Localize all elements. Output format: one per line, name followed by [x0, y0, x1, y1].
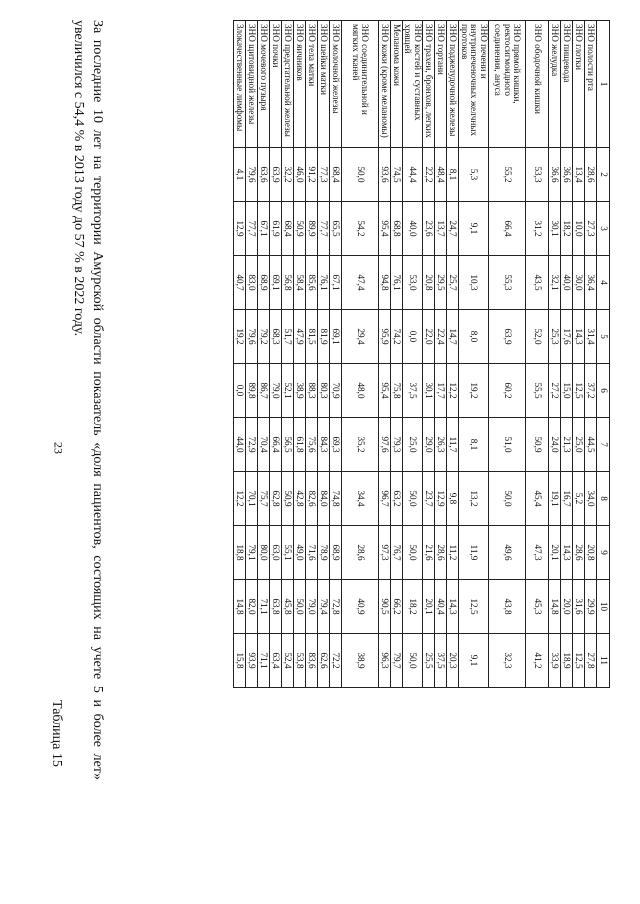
table-cell: 79,0	[269, 364, 281, 418]
table-cell: 31,4	[585, 310, 597, 364]
table-cell: 56,5	[281, 418, 293, 472]
table-cell: 33,9	[549, 634, 561, 688]
table-cell: 37,2	[585, 364, 597, 418]
table-cell: 14,3	[573, 310, 585, 364]
table-row	[257, 21, 269, 688]
table-cell: 63,9	[489, 310, 526, 364]
header-cell: 4	[597, 256, 610, 310]
table-row	[549, 21, 561, 688]
table-cell: 50,9	[293, 202, 305, 256]
table-cell: 50,0	[402, 526, 422, 580]
row-label: ЗНО прямой кишки, ректосигмоидного соединения, ануса	[489, 21, 526, 148]
table-cell: 20,0	[561, 580, 573, 634]
table-cell: 48,0	[341, 364, 378, 418]
table-cell: 37,5	[402, 364, 422, 418]
table-cell: 19,2	[459, 364, 489, 418]
table-cell: 71,1	[257, 634, 269, 688]
table-cell: 11,9	[459, 526, 489, 580]
table-cell: 23,7	[423, 472, 435, 526]
table-cell: 72,2	[329, 634, 341, 688]
row-label: ЗНО яичников	[293, 21, 305, 148]
table-cell: 24,7	[447, 202, 459, 256]
table-cell: 71,1	[257, 580, 269, 634]
table-cell: 29,4	[341, 310, 378, 364]
table-cell: 21,6	[423, 526, 435, 580]
table-cell: 63,0	[269, 526, 281, 580]
table-cell: 50,0	[293, 580, 305, 634]
table-cell: 52,0	[526, 310, 549, 364]
table-cell: 40,4	[435, 580, 447, 634]
table-cell: 50,0	[341, 148, 378, 202]
table-cell: 83,6	[305, 634, 317, 688]
table-cell: 27,2	[549, 364, 561, 418]
table-cell: 80,0	[257, 526, 269, 580]
row-label: ЗНО трахеи, бронхов, легких	[423, 21, 435, 148]
table-cell: 79,3	[390, 418, 402, 472]
table-cell: 69,1	[329, 310, 341, 364]
table-row	[269, 21, 281, 688]
row-label: ЗНО щитовидной железы	[245, 21, 257, 148]
table-cell: 76,1	[317, 256, 329, 310]
table-cell: 18,8	[233, 526, 245, 580]
table-row	[561, 21, 573, 688]
table-cell: 75,7	[257, 472, 269, 526]
table-cell: 12,9	[435, 472, 447, 526]
table-cell: 31,2	[526, 202, 549, 256]
table-cell: 15,8	[233, 634, 245, 688]
table-cell: 32,2	[281, 148, 293, 202]
row-label: Меланома кожи	[390, 21, 402, 148]
table-row	[573, 21, 585, 688]
row-label: ЗНО желудка	[549, 21, 561, 148]
table-cell: 34,4	[341, 472, 378, 526]
table-cell: 12,2	[447, 364, 459, 418]
table-cell: 5,2	[573, 472, 585, 526]
table-cell: 60,2	[489, 364, 526, 418]
table-cell: 46,0	[293, 148, 305, 202]
table-cell: 27,3	[585, 202, 597, 256]
table-cell: 28,6	[341, 526, 378, 580]
table-row	[423, 21, 435, 688]
table-cell: 17,6	[561, 310, 573, 364]
table-cell: 47,4	[341, 256, 378, 310]
table-cell: 22,2	[423, 148, 435, 202]
table-cell: 22,4	[435, 310, 447, 364]
row-label: ЗНО пищевода	[561, 21, 573, 148]
table-cell: 12,5	[573, 634, 585, 688]
table-cell: 62,8	[269, 472, 281, 526]
row-label: ЗНО поджелудочной железы	[447, 21, 459, 148]
table-cell: 66,2	[390, 580, 402, 634]
table-cell: 72,9	[245, 418, 257, 472]
table-cell: 30,0	[573, 256, 585, 310]
table-cell: 9,1	[459, 202, 489, 256]
table-cell: 10,0	[573, 202, 585, 256]
table-cell: 20,1	[549, 526, 561, 580]
table-cell: 44,4	[402, 148, 422, 202]
table-cell: 16,7	[561, 472, 573, 526]
table-cell: 95,4	[378, 202, 390, 256]
table-cell: 55,1	[281, 526, 293, 580]
row-label: ЗНО кожи (кроме меланомы)	[378, 21, 390, 148]
table-cell: 17,7	[435, 364, 447, 418]
table-cell: 12,5	[573, 364, 585, 418]
table-cell: 97,6	[378, 418, 390, 472]
table-row	[447, 21, 459, 688]
table-row	[245, 21, 257, 688]
table-cell: 79,6	[245, 310, 257, 364]
table-cell: 9,8	[447, 472, 459, 526]
table-cell: 38,9	[341, 634, 378, 688]
row-label: ЗНО мочевого пузыря	[257, 21, 269, 148]
table-cell: 50,9	[281, 472, 293, 526]
table-cell: 9,1	[459, 634, 489, 688]
table-cell: 14,8	[549, 580, 561, 634]
table-cell: 14,7	[447, 310, 459, 364]
row-label: ЗНО почки	[269, 21, 281, 148]
table-cell: 14,3	[561, 526, 573, 580]
table-cell: 51,7	[281, 310, 293, 364]
table-cell: 25,7	[447, 256, 459, 310]
table-cell: 84,3	[317, 418, 329, 472]
table-cell: 58,4	[293, 256, 305, 310]
table-cell: 47,9	[293, 310, 305, 364]
table-cell: 79,4	[317, 580, 329, 634]
table-cell: 50,9	[526, 418, 549, 472]
table-cell: 13,4	[573, 148, 585, 202]
row-label: ЗНО ободочной кишки	[526, 21, 549, 148]
table-row	[585, 21, 597, 688]
table-cell: 35,2	[341, 418, 378, 472]
row-label: ЗНО шейки матки	[317, 21, 329, 148]
table-cell: 18,2	[561, 202, 573, 256]
table-row	[390, 21, 402, 688]
table-cell: 84,0	[317, 472, 329, 526]
table-cell: 13,7	[435, 202, 447, 256]
table-cell: 8,0	[459, 310, 489, 364]
table-cell: 79,6	[245, 148, 257, 202]
table-cell: 52,4	[281, 634, 293, 688]
table-cell: 32,1	[549, 256, 561, 310]
table-cell: 18,9	[561, 634, 573, 688]
table-cell: 11,2	[447, 526, 459, 580]
header-cell: 9	[597, 526, 610, 580]
table-cell: 44,0	[233, 418, 245, 472]
table-cell: 23,6	[423, 202, 435, 256]
row-label: ЗНО гортани	[435, 21, 447, 148]
header-cell: 3	[597, 202, 610, 256]
table-cell: 20,1	[423, 580, 435, 634]
table-cell: 0,0	[402, 310, 422, 364]
table-cell: 81,9	[317, 310, 329, 364]
table-cell: 50,0	[489, 472, 526, 526]
table-cell: 18,2	[402, 580, 422, 634]
table-cell: 12,5	[459, 580, 489, 634]
table-cell: 76,1	[390, 256, 402, 310]
table-cell: 45,3	[526, 580, 549, 634]
table-cell: 0,0	[233, 364, 245, 418]
table-cell: 36,6	[561, 148, 573, 202]
table-cell: 8,1	[459, 418, 489, 472]
table-cell: 25,0	[402, 418, 422, 472]
table-cell: 42,8	[293, 472, 305, 526]
row-label: ЗНО печени и внутрипеченочных желчных протоков	[459, 21, 489, 148]
table-cell: 95,4	[378, 364, 390, 418]
table-cell: 49,0	[293, 526, 305, 580]
table-cell: 80,3	[317, 364, 329, 418]
table-row	[317, 21, 329, 688]
table-cell: 74,2	[390, 310, 402, 364]
table-cell: 94,8	[378, 256, 390, 310]
table-cell: 89,8	[245, 364, 257, 418]
table-cell: 30,1	[423, 364, 435, 418]
table-cell: 51,0	[489, 418, 526, 472]
table-cell: 77,7	[317, 202, 329, 256]
table-cell: 63,6	[257, 148, 269, 202]
table-cell: 52,1	[281, 364, 293, 418]
table-row	[341, 21, 378, 688]
table-cell: 79,7	[390, 634, 402, 688]
table-cell: 15,0	[561, 364, 573, 418]
table-cell: 26,3	[435, 418, 447, 472]
table-cell: 56,8	[281, 256, 293, 310]
row-label: ЗНО полости рта	[585, 21, 597, 148]
table-cell: 95,9	[378, 310, 390, 364]
data-table	[233, 20, 610, 688]
header-cell: 10	[597, 580, 610, 634]
table-cell: 40,7	[233, 256, 245, 310]
row-label: ЗНО глотки	[573, 21, 585, 148]
table-cell: 31,6	[573, 580, 585, 634]
table-cell: 91,2	[305, 148, 317, 202]
table-body	[233, 21, 596, 688]
table-row	[435, 21, 447, 688]
table-cell: 10,3	[459, 256, 489, 310]
table-row	[281, 21, 293, 688]
table-cell: 53,3	[526, 148, 549, 202]
table-cell: 77,3	[317, 148, 329, 202]
table-cell: 12,9	[233, 202, 245, 256]
table-cell: 13,2	[459, 472, 489, 526]
table-cell: 40,0	[402, 202, 422, 256]
table-cell: 93,6	[378, 148, 390, 202]
table-cell: 62,6	[317, 634, 329, 688]
table-cell: 19,1	[549, 472, 561, 526]
caption-paragraph: За последние 10 лет на территории Амурской области показатель «доля пациентов, состоящих на учете 5 и более лет» увеличился с 54,4 % в 2013 году до 57 % в 2022 году.	[71, 20, 105, 780]
table-cell: 90,5	[378, 580, 390, 634]
table-row	[305, 21, 317, 688]
table-cell: 71,6	[305, 526, 317, 580]
table-cell: 40,0	[561, 256, 573, 310]
table-cell: 63,8	[269, 580, 281, 634]
table-cell: 79,2	[257, 310, 269, 364]
table-cell: 68,3	[269, 310, 281, 364]
table-cell: 24,0	[549, 418, 561, 472]
table-cell: 45,8	[281, 580, 293, 634]
table-cell: 50,0	[402, 472, 422, 526]
table-cell: 68,9	[329, 526, 341, 580]
table-row	[378, 21, 390, 688]
header-cell: 11	[597, 634, 610, 688]
table-cell: 49,6	[489, 526, 526, 580]
table-cell: 72,8	[329, 580, 341, 634]
table-cell: 54,2	[341, 202, 378, 256]
table-cell: 82,6	[305, 472, 317, 526]
table-cell: 43,8	[489, 580, 526, 634]
table-cell: 14,8	[233, 580, 245, 634]
table-cell: 66,4	[269, 418, 281, 472]
table-cell: 77,7	[245, 202, 257, 256]
header-cell: 8	[597, 472, 610, 526]
table-cell: 68,4	[281, 202, 293, 256]
table-header-row	[597, 21, 610, 688]
table-cell: 41,2	[526, 634, 549, 688]
table-cell: 30,1	[549, 202, 561, 256]
table-cell: 61,8	[293, 418, 305, 472]
table-row	[459, 21, 489, 688]
table-row	[329, 21, 341, 688]
row-label: ЗНО предстательной железы	[281, 21, 293, 148]
table-cell: 12,2	[233, 472, 245, 526]
table-cell: 74,5	[390, 148, 402, 202]
header-cell: 5	[597, 310, 610, 364]
table-cell: 81,5	[305, 310, 317, 364]
table-cell: 36,6	[549, 148, 561, 202]
table-cell: 19,2	[233, 310, 245, 364]
table-cell: 43,5	[526, 256, 549, 310]
table-cell: 83,0	[245, 256, 257, 310]
row-label: ЗНО молочной железы	[329, 21, 341, 148]
table-cell: 25,0	[573, 418, 585, 472]
table-cell: 34,0	[585, 472, 597, 526]
table-cell: 63,2	[390, 472, 402, 526]
table-cell: 27,8	[585, 634, 597, 688]
table-cell: 28,6	[573, 526, 585, 580]
table-cell: 25,5	[423, 634, 435, 688]
table-cell: 37,5	[435, 634, 447, 688]
row-label: ЗНО тела матки	[305, 21, 317, 148]
table-cell: 96,3	[378, 634, 390, 688]
page-number: 23	[51, 442, 66, 454]
table-cell: 14,3	[447, 580, 459, 634]
table-cell: 22,0	[423, 310, 435, 364]
table-cell: 79,1	[245, 526, 257, 580]
table-row	[233, 21, 245, 688]
table-cell: 61,9	[269, 202, 281, 256]
table-cell: 70,1	[245, 472, 257, 526]
table-cell: 40,9	[341, 580, 378, 634]
table-row	[489, 21, 526, 688]
header-cell: 2	[597, 148, 610, 202]
table-cell: 89,9	[305, 202, 317, 256]
table-cell: 8,1	[447, 148, 459, 202]
table-cell: 79,0	[305, 580, 317, 634]
table-cell: 11,7	[447, 418, 459, 472]
table-cell: 67,1	[257, 202, 269, 256]
table-cell: 68,8	[390, 202, 402, 256]
table-cell: 20,3	[447, 634, 459, 688]
table-cell: 53,0	[402, 256, 422, 310]
table-cell: 28,6	[435, 526, 447, 580]
table-row	[293, 21, 305, 688]
table-cell: 75,8	[390, 364, 402, 418]
row-label: Злокачественные лимфомы	[233, 21, 245, 148]
table-cell: 93,9	[245, 634, 257, 688]
table-cell: 36,4	[585, 256, 597, 310]
table-cell: 97,3	[378, 526, 390, 580]
table-cell: 68,9	[257, 256, 269, 310]
table-cell: 88,3	[305, 364, 317, 418]
table-cell: 32,3	[489, 634, 526, 688]
table-cell: 20,8	[423, 256, 435, 310]
table-cell: 55,5	[526, 364, 549, 418]
table-cell: 75,6	[305, 418, 317, 472]
table-cell: 70,9	[329, 364, 341, 418]
header-cell: 7	[597, 418, 610, 472]
table-cell: 86,7	[257, 364, 269, 418]
table-cell: 78,9	[317, 526, 329, 580]
table-cell: 29,5	[435, 256, 447, 310]
table-cell: 55,3	[489, 256, 526, 310]
table-cell: 96,7	[378, 472, 390, 526]
table-cell: 29,9	[585, 580, 597, 634]
row-label: ЗНО костей и суставных хрящей	[402, 21, 422, 148]
table-cell: 44,5	[585, 418, 597, 472]
table-cell: 70,4	[257, 418, 269, 472]
table-cell: 63,9	[269, 148, 281, 202]
table-label: Таблица 15	[49, 700, 64, 767]
row-label: ЗНО соединительной и мягких тканей	[341, 21, 378, 148]
table-cell: 67,1	[329, 256, 341, 310]
header-cell: 6	[597, 364, 610, 418]
table-cell: 48,4	[435, 148, 447, 202]
table-cell: 69,3	[329, 418, 341, 472]
table-cell: 45,4	[526, 472, 549, 526]
table-cell: 4,1	[233, 148, 245, 202]
header-cell: 1	[597, 21, 610, 148]
table-cell: 76,7	[390, 526, 402, 580]
table-row	[402, 21, 422, 688]
table-cell: 21,3	[561, 418, 573, 472]
table-cell: 25,3	[549, 310, 561, 364]
table-cell: 68,4	[329, 148, 341, 202]
table-cell: 28,6	[585, 148, 597, 202]
table-row	[526, 21, 549, 688]
table-cell: 29,0	[423, 418, 435, 472]
table-cell: 69,1	[269, 256, 281, 310]
table-cell: 65,5	[329, 202, 341, 256]
table-cell: 82,0	[245, 580, 257, 634]
table-cell: 50,0	[402, 634, 422, 688]
table-cell: 55,2	[489, 148, 526, 202]
table-cell: 66,4	[489, 202, 526, 256]
table-cell: 85,6	[305, 256, 317, 310]
table-cell: 5,3	[459, 148, 489, 202]
table-cell: 53,8	[293, 634, 305, 688]
table-cell: 38,9	[293, 364, 305, 418]
table-cell: 74,8	[329, 472, 341, 526]
table-cell: 63,4	[269, 634, 281, 688]
table-cell: 47,3	[526, 526, 549, 580]
table-cell: 20,8	[585, 526, 597, 580]
